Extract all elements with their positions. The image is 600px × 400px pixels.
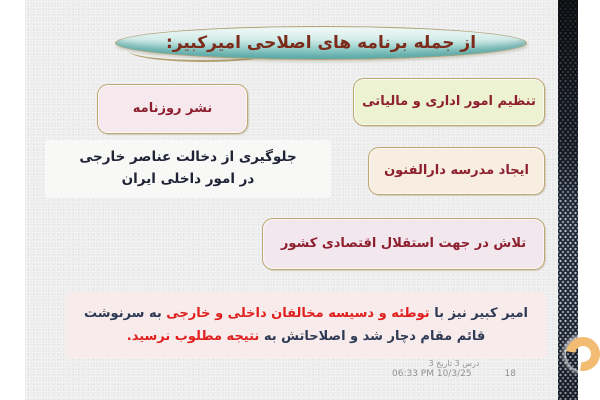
reform-box-economic-independence <box>262 218 545 270</box>
note-segment: به سرنوشت <box>84 305 167 321</box>
reform-box-newspaper <box>97 84 248 134</box>
note-segment: امیر کبیر نیز با <box>429 305 528 321</box>
foreign-interference-line1: جلوگیری از دخالت عناصر خارجی <box>79 149 297 166</box>
reform-box-admin-tax <box>353 78 545 126</box>
note-segment-highlight: توطئه و دسیسه مخالفان داخلی و خارجی <box>166 305 430 321</box>
reform-box-admin-tax-label: تنظیم امور اداری و مالیاتی <box>362 93 536 109</box>
footer-lesson-title: درس 3 تاریخ 3 <box>428 359 480 368</box>
conclusion-note-line1 <box>84 302 528 325</box>
slide-title: از جمله برنامه های اصلاحی امیرکبیر: <box>165 33 477 53</box>
slide-footer <box>390 359 518 379</box>
reform-box-newspaper-label: نشر روزنامه <box>132 100 213 116</box>
reform-box-darolfonun-label: ایجاد مدرسه دارالفنون <box>384 162 529 178</box>
reform-text-foreign-interference <box>45 140 331 198</box>
title-oval-shape <box>115 26 527 60</box>
reform-box-darolfonun <box>368 147 545 195</box>
conclusion-note <box>65 292 547 358</box>
slide-background <box>25 0 578 400</box>
conclusion-note-line2 <box>127 325 485 348</box>
footer-page-number: 18 <box>504 369 516 379</box>
foreign-interference-line2: در امور داخلی ایران <box>121 171 255 187</box>
note-segment: قائم مقام دچار شد و اصلاحاتش به <box>259 329 486 344</box>
reform-box-economic-independence-label: تلاش در جهت استقلال اقتصادی کشور <box>280 235 527 251</box>
note-segment-highlight: نتیجه مطلوب نرسید. <box>126 329 260 344</box>
footer-datetime: 06:33 PM 10/3/25 <box>392 369 472 379</box>
